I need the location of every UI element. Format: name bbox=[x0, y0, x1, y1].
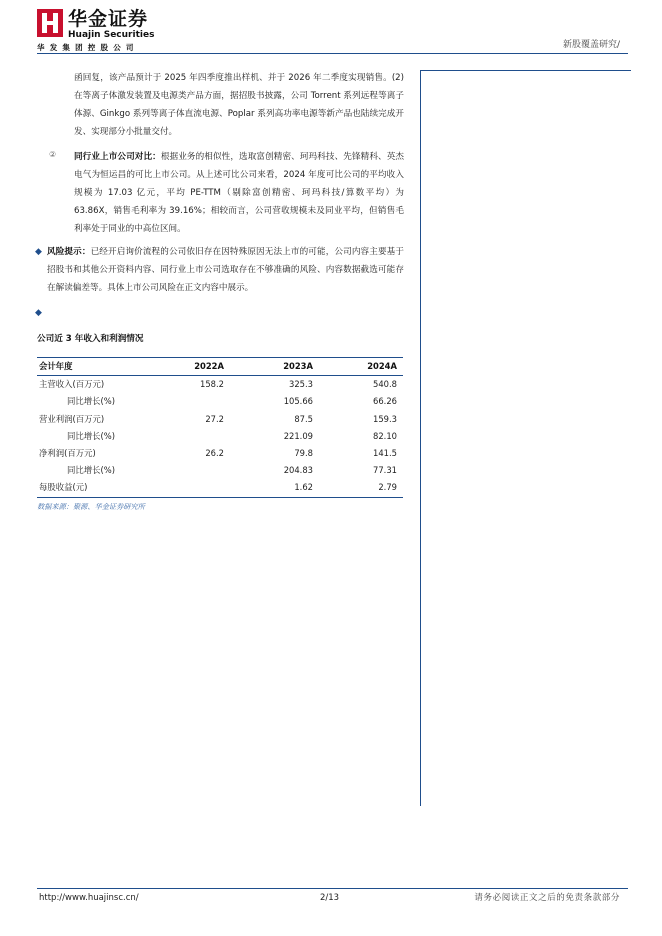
table-cell: 325.3 bbox=[289, 379, 313, 390]
risk-text: 已经开启询价流程的公司依旧存在因特殊原因无法上市的可能，公司内容主要基于招股书和其他公开资料内容、同行业上市公司选取存在不够准确的风险、内容数据截选可能存在解读偏差等。具体上市公司风险在正文内容中展示。 bbox=[47, 247, 404, 293]
table-cell bbox=[135, 393, 224, 410]
table-row bbox=[37, 462, 403, 479]
table-row bbox=[37, 479, 403, 497]
table-row bbox=[37, 428, 403, 445]
sidebar-border bbox=[420, 70, 421, 806]
report-type-label: 新股覆盖研究/ bbox=[562, 40, 620, 50]
peer-comparison-heading: 同行业上市公司对比： bbox=[74, 152, 161, 162]
table-cell: 204.83 bbox=[283, 465, 313, 476]
huajin-logo-icon bbox=[37, 9, 63, 37]
table-cell: 221.09 bbox=[283, 430, 313, 441]
diamond-bullet-icon: ◆ bbox=[35, 308, 42, 318]
table-cell bbox=[135, 428, 224, 445]
column-header: 会计年度 bbox=[39, 361, 73, 371]
header-divider bbox=[37, 53, 628, 54]
table-cell: 79.8 bbox=[294, 447, 313, 458]
table-cell: 540.8 bbox=[373, 379, 397, 390]
table-cell: 77.31 bbox=[373, 465, 397, 476]
table-cell: 158.2 bbox=[200, 379, 224, 390]
table-cell: 82.10 bbox=[373, 430, 397, 441]
paragraph-product-progress: 函回复，该产品预计于 2025 年四季度推出样机、并于 2026 年二季度实现销售。(2) 在等离子体激发装置及电源类产品方面，据招股书披露，公司 Torrent 系列远程等离子体源、Ginkgo 系列等离子体直流电源、Poplar 系列高功率电源等新产品也陆续完成开发、实现部分小批量交付。 bbox=[74, 73, 404, 137]
table-cell: 105.66 bbox=[283, 396, 313, 407]
table-row bbox=[37, 393, 403, 410]
list-marker-2: ② bbox=[49, 150, 57, 159]
peer-comparison-text: 根据业务的相似性，选取富创精密、珂玛科技、先锋精科、英杰电气为恒运昌的可比上市公司。从上述可比公司来看，2024 年度可比公司的平均收入规模为 17.03 亿元，平均 PE-TTM（剔除富创精密、珂玛科技/算数平均）为 63.86X，销售毛利率为 39.16%；相较而言，公司营收规模未及同业平均，但销售毛利率处于同业的中高位区间。 bbox=[74, 152, 404, 234]
row-label: 每股收益(元) bbox=[39, 482, 88, 493]
table-cell: 2.79 bbox=[378, 482, 397, 493]
table-cell: 159.3 bbox=[373, 413, 397, 424]
table-header-row bbox=[37, 357, 403, 376]
logo-chinese-name: 华金证券 bbox=[68, 8, 149, 30]
paragraph-risk-warning bbox=[47, 243, 404, 297]
row-label: 净利润(百万元) bbox=[39, 447, 96, 458]
table-cell: 1.62 bbox=[294, 482, 313, 493]
row-label: 主营收入(百万元) bbox=[39, 379, 105, 390]
table-row bbox=[37, 445, 403, 462]
row-label: 营业利润(百万元) bbox=[39, 413, 105, 424]
financial-table bbox=[37, 357, 403, 498]
row-label: 同比增长(%) bbox=[67, 465, 115, 476]
table-cell bbox=[135, 479, 224, 496]
table-cell: 66.26 bbox=[373, 396, 397, 407]
table-row bbox=[37, 376, 403, 393]
row-label: 同比增长(%) bbox=[67, 430, 115, 441]
paragraph-peer-comparison bbox=[74, 148, 404, 238]
website-link[interactable]: http://www.huajinsc.cn/ bbox=[39, 893, 139, 903]
column-header: 2022A bbox=[194, 361, 224, 371]
column-header: 2023A bbox=[283, 361, 313, 371]
company-tagline: 华发集团控股公司 bbox=[37, 43, 139, 52]
risk-heading: 风险提示： bbox=[47, 247, 91, 257]
page-number: 2/13 bbox=[320, 893, 340, 903]
disclaimer-note: 请务必阅读正文之后的免责条款部分 bbox=[474, 893, 620, 903]
footer-divider bbox=[37, 888, 628, 889]
table-row bbox=[37, 411, 403, 428]
table-cell: 27.2 bbox=[205, 413, 224, 424]
table-title: 公司近 3 年收入和利润情况 bbox=[37, 334, 144, 344]
table-cell: 87.5 bbox=[294, 413, 313, 424]
table-source-note: 数据来源：聚源、华金证券研究所 bbox=[37, 502, 145, 511]
column-header: 2024A bbox=[367, 361, 397, 371]
sidebar-top-rule bbox=[420, 70, 631, 71]
diamond-bullet-icon: ◆ bbox=[35, 247, 42, 257]
table-cell: 141.5 bbox=[373, 447, 397, 458]
logo-english-name: Huajin Securities bbox=[68, 30, 155, 40]
row-label: 同比增长(%) bbox=[67, 396, 115, 407]
table-cell bbox=[135, 462, 224, 479]
table-cell: 26.2 bbox=[205, 447, 224, 458]
